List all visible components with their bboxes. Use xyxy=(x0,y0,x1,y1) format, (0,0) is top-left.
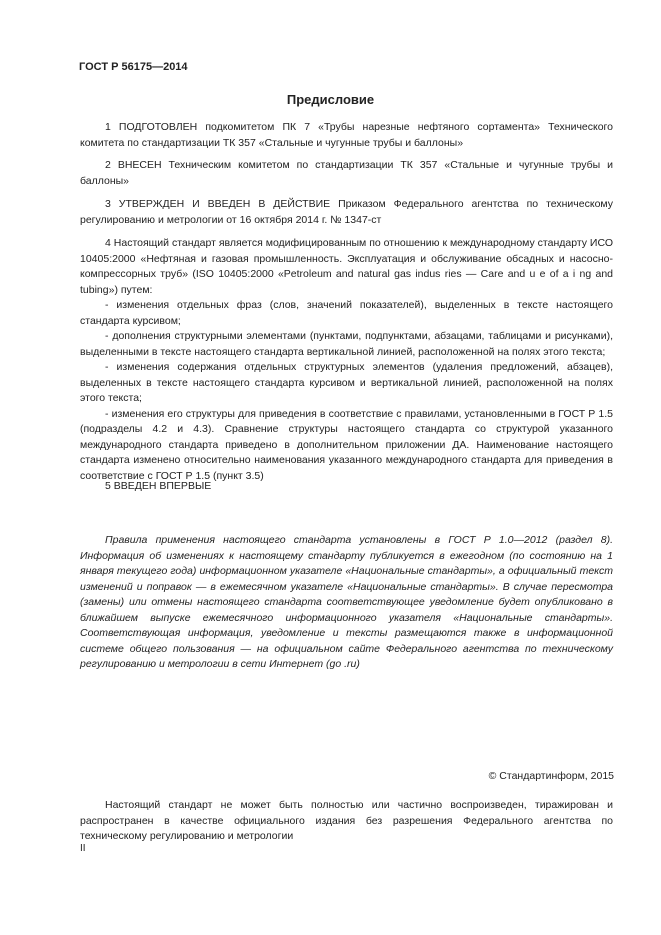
item-1: 1 ПОДГОТОВЛЕН подкомитетом ПК 7 «Трубы нарезные нефтяного сортамента» Технического комитета по стандартизации ТК 357 «Стальные и чугунные трубы и баллоны» xyxy=(80,121,613,149)
item-4 xyxy=(80,236,613,484)
document-header: ГОСТ Р 56175—2014 xyxy=(79,61,188,73)
item-3: 3 УТВЕРЖДЕН И ВВЕДЕН В ДЕЙСТВИЕ Приказом Федерального агентства по техническому регулированию и метрологии от 16 октября 2014 г. № 1347-ст xyxy=(80,198,613,226)
page-title: Предисловие xyxy=(286,92,375,107)
item-5: 5 ВВЕДЕН ВПЕРВЫЕ xyxy=(105,480,212,492)
item-2: 2 ВНЕСЕН Техническим комитетом по стандартизации ТК 357 «Стальные и чугунные трубы и баллоны» xyxy=(80,159,613,187)
item-4-bullet: - изменения отдельных фраз (слов, значений показателей), выделенных в тексте настоящего стандарта курсивом; xyxy=(80,299,613,327)
item-4-bullet: - изменения содержания отдельных структурных элементов (удаления предложений, абзацев), выделенных в тексте настоящего стандарта курсивом и вертикальной линией, расположенной на полях этого текста; xyxy=(80,361,613,404)
copyright: © Стандартинформ, 2015 xyxy=(488,770,614,782)
notice-paragraph: Правила применения настоящего стандарта установлены в ГОСТ Р 1.0—2012 (раздел 8). Информация об изменениях к настоящему стандарту публикуется в ежегодном (по состоянию на 1 января текущего года) информационном указателе «Национальные стандарты», а официальный текст изменений и поправок — в ежемесячном указателе «Национальные стандарты». В случае пересмотра (замены) или отмены настоящего стандарта соответствующее уведомление будет опубликовано в ближайшем выпуске ежемесячного информационного указателя «Национальные стандарты». Соответствующая информация, уведомление и тексты размещаются также в информационной системе общего пользования — на официальном сайте Федерального агентства по техническому регулированию и метрологии в сети Интернет (go .ru) xyxy=(80,534,613,670)
page-number: II xyxy=(80,843,86,854)
item-4-bullet: - изменения его структуры для приведения в соответствие с правилами, установленными в ГОСТ Р 1.5 (подразделы 4.2 и 4.3). Сравнение структуры настоящего стандарта со структурой указанного международного стандарта приведено в дополнительном приложении ДА. Наименование настоящего стандарта изменено относительно наименования указанного международного стандарта для приведения в соответствие с ГОСТ Р 1.5 (пункт 3.5) xyxy=(80,407,613,482)
item-4-intro: 4 Настоящий стандарт является модифицированным по отношению к международному стандарту ИСО 10405:2000 «Нефтяная и газовая промышленность. Эксплуатация и обслуживание обсадных и насосно-компрессорных труб» (ISO 10405:2000 «Petroleum and natural gas indus ries — Care and u e of a i ng and tubing») путем: xyxy=(80,237,613,296)
item-4-bullet: - дополнения структурными элементами (пунктами, подпунктами, абзацами, таблицами и рисунками), выделенными в тексте настоящего стандарта вертикальной линией, расположенной на полях этого текста; xyxy=(80,330,613,358)
reproduction-notice: Настоящий стандарт не может быть полностью или частично воспроизведен, тиражирован и распространен в качестве официального издания без разрешения Федерального агентства по техническому регулированию и метрологии xyxy=(80,799,613,842)
